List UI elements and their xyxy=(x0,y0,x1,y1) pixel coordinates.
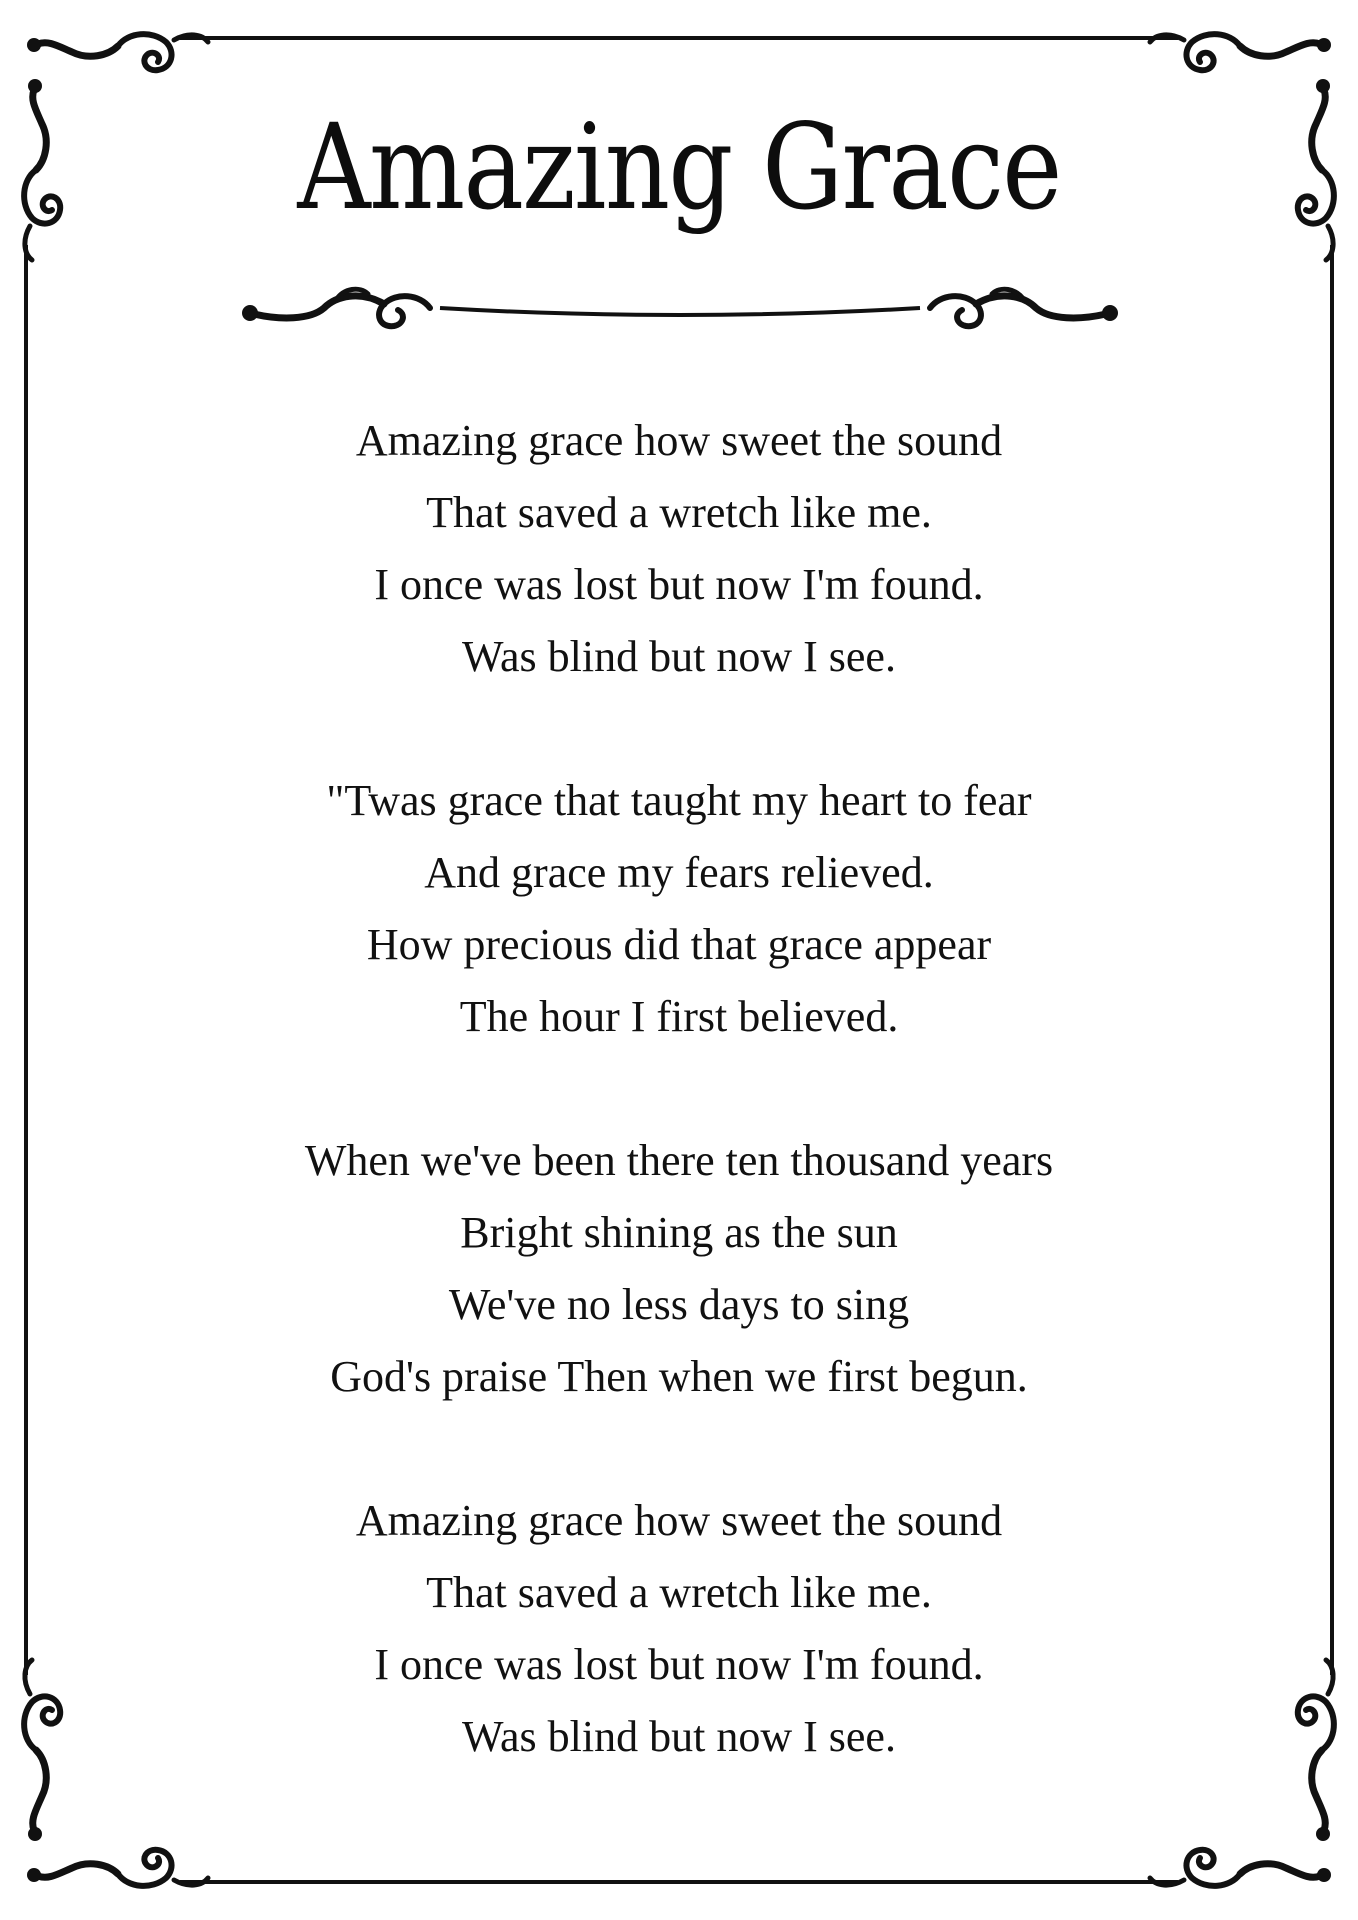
lyric-line: Was blind but now I see. xyxy=(462,1712,896,1761)
lyric-line: How precious did that grace appear xyxy=(366,920,992,969)
lyric-line: "Twas grace that taught my heart to fear xyxy=(326,776,1032,825)
lyric-line: I once was lost but now I'm found. xyxy=(374,1640,984,1689)
lyric-line: That saved a wretch like me. xyxy=(426,1568,932,1617)
lyric-line: And grace my fears relieved. xyxy=(424,848,934,897)
stanza-4 xyxy=(0,1485,1358,1773)
lyric-line: Amazing grace how sweet the sound xyxy=(355,416,1003,465)
lyric-line: The hour I first believed. xyxy=(459,992,899,1041)
lyric-line: God's praise Then when we first begun. xyxy=(330,1352,1028,1401)
lyric-line: Was blind but now I see. xyxy=(462,632,896,681)
lyric-line: We've no less days to sing xyxy=(448,1280,910,1329)
lyric-line: Bright shining as the sun xyxy=(460,1208,898,1257)
stanza-2 xyxy=(0,765,1358,1053)
lyric-line: That saved a wretch like me. xyxy=(426,488,932,537)
stanza-1 xyxy=(0,405,1358,693)
title-scroll-divider-icon xyxy=(240,280,1120,345)
stanza-3 xyxy=(0,1125,1358,1413)
page-title: Amazing Grace xyxy=(297,98,1061,236)
lyric-line: I once was lost but now I'm found. xyxy=(374,560,984,609)
lyric-line: Amazing grace how sweet the sound xyxy=(355,1496,1003,1545)
lyric-line: When we've been there ten thousand years xyxy=(304,1136,1054,1185)
lyrics-body xyxy=(0,405,1358,1845)
